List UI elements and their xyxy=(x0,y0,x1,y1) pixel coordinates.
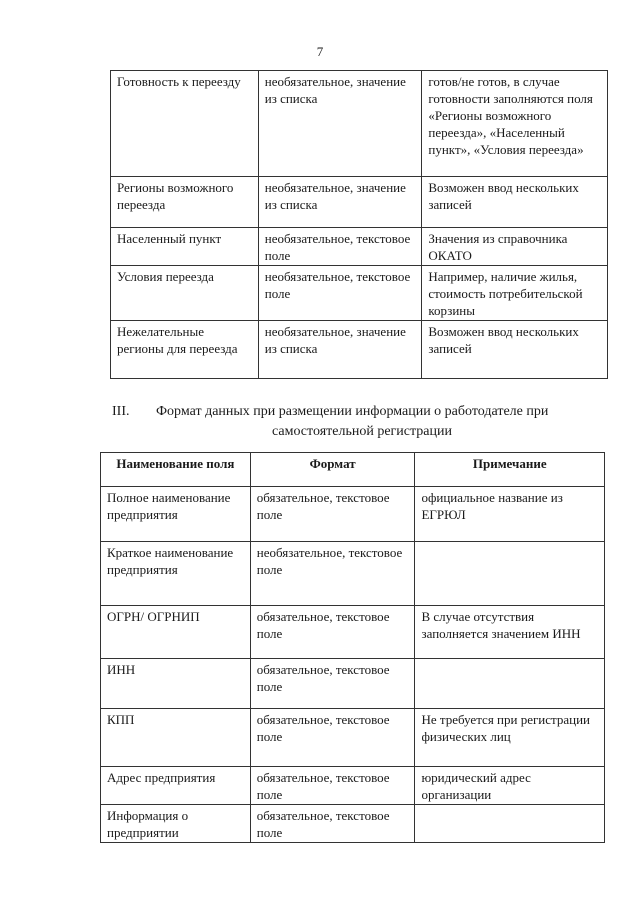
table-row xyxy=(111,177,608,228)
field-note-cell: официальное название из ЕГРЮЛ xyxy=(415,487,605,542)
field-note-cell: Например, наличие жилья, стоимость потребительской корзины xyxy=(422,266,608,321)
field-format-cell: обязательное, текстовое поле xyxy=(250,487,415,542)
field-note-cell: готов/не готов, в случае готовности заполняются поля «Регионы возможного переезда», «Населенный пункт», «Условия переезда» xyxy=(422,71,608,177)
field-note-cell: В случае отсутствия заполняется значением ИНН xyxy=(415,606,605,659)
field-format-cell: обязательное, текстовое поле xyxy=(250,709,415,767)
field-format-cell: необязательное, значение из списка xyxy=(258,71,422,177)
field-name-cell: Регионы возможного переезда xyxy=(111,177,259,228)
field-format-cell: обязательное, текстовое поле xyxy=(250,767,415,805)
field-note-cell: Значения из справочника ОКАТО xyxy=(422,228,608,266)
field-format-cell: обязательное, текстовое поле xyxy=(250,805,415,843)
field-format-cell: необязательное, текстовое поле xyxy=(250,542,415,606)
field-format-cell: необязательное, значение из списка xyxy=(258,177,422,228)
field-note-cell: Не требуется при регистрации физических лиц xyxy=(415,709,605,767)
section-title-line2: самостоятельной регистрации xyxy=(272,424,452,439)
field-note-cell xyxy=(415,805,605,843)
table-row xyxy=(111,228,608,266)
table-row xyxy=(101,487,605,542)
field-format-cell: необязательное, значение из списка xyxy=(258,321,422,379)
field-format-cell: обязательное, текстовое поле xyxy=(250,606,415,659)
table-row xyxy=(101,659,605,709)
page-number: 7 xyxy=(316,44,324,59)
field-name-cell: Информация о предприятии xyxy=(101,805,251,843)
section-title-line1: Формат данных при размещении информации о работодателе при xyxy=(156,404,549,419)
field-note-cell: юридический адрес организации xyxy=(415,767,605,805)
relocation-fields-table xyxy=(110,70,608,379)
header-format: Формат xyxy=(250,453,415,487)
table-row xyxy=(111,71,608,177)
field-name-cell: КПП xyxy=(101,709,251,767)
field-name-cell: Полное наименование предприятия xyxy=(101,487,251,542)
table-row xyxy=(101,542,605,606)
field-format-cell: обязательное, текстовое поле xyxy=(250,659,415,709)
field-note-cell xyxy=(415,659,605,709)
employer-fields-table xyxy=(100,452,605,843)
table-row xyxy=(111,266,608,321)
field-note-cell: Возможен ввод нескольких записей xyxy=(422,177,608,228)
table-row xyxy=(111,321,608,379)
field-name-cell: Нежелательные регионы для переезда xyxy=(111,321,259,379)
table-row xyxy=(101,805,605,843)
field-name-cell: ОГРН/ ОГРНИП xyxy=(101,606,251,659)
field-format-cell: необязательное, текстовое поле xyxy=(258,266,422,321)
field-name-cell: Адрес предприятия xyxy=(101,767,251,805)
header-field-name: Наименование поля xyxy=(101,453,251,487)
field-name-cell: Условия переезда xyxy=(111,266,259,321)
field-name-cell: ИНН xyxy=(101,659,251,709)
header-note: Примечание xyxy=(415,453,605,487)
table-row xyxy=(101,709,605,767)
field-name-cell: Готовность к переезду xyxy=(111,71,259,177)
field-note-cell xyxy=(415,542,605,606)
field-note-cell: Возможен ввод нескольких записей xyxy=(422,321,608,379)
section-number: III. xyxy=(112,404,130,419)
field-name-cell: Населенный пункт xyxy=(111,228,259,266)
field-name-cell: Краткое наименование предприятия xyxy=(101,542,251,606)
table-header-row xyxy=(101,453,605,487)
table-row xyxy=(101,767,605,805)
field-format-cell: необязательное, текстовое поле xyxy=(258,228,422,266)
table-row xyxy=(101,606,605,659)
